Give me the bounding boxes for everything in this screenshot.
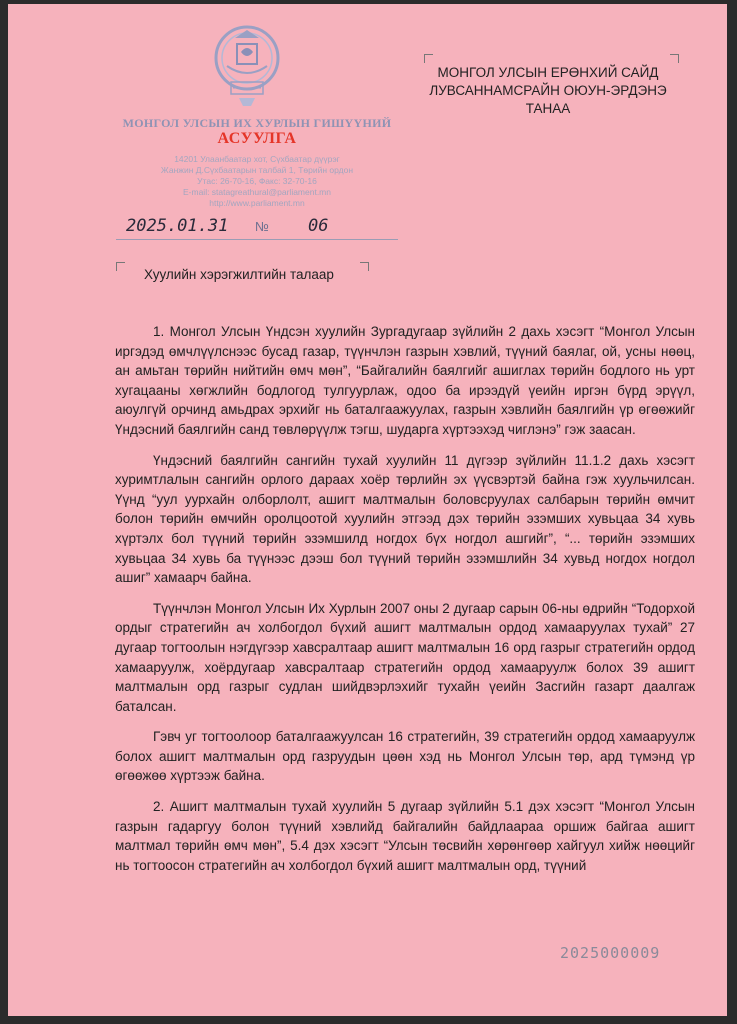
number-sign: № (255, 219, 269, 234)
document-page (8, 4, 727, 1016)
registration-stamp: 2025000009 (560, 944, 661, 962)
organization-name: МОНГОЛ УЛСЫН ИХ ХУРЛЫН ГИШҮҮНИЙ (122, 116, 392, 130)
state-emblem-icon (213, 20, 281, 108)
address-line: 14201 Улаанбаатар хот, Сүхбаатар дүүрэг (174, 154, 340, 164)
addressee-corner-mark (670, 54, 679, 63)
body-paragraph: Гэвч уг тогтоолоор баталгаажуулсан 16 стратегийн, 39 стратегийн ордод хамааруулж болох ашигт малтмалын орд газруудын цөөн хэд нь Монгол Улсын төр, ард түмэнд үр өгөөжөө хүртээж байна. (115, 729, 695, 784)
addressee-corner-mark (424, 54, 433, 63)
body-paragraph: Түүнчлэн Монгол Улсын Их Хурлын 2007 оны 2 дугаар сарын 06-ны өдрийн “Тодорхой ордыг стратегийн ач холбогдол бүхий ашигт малтмалын ордод хамааруулах тухай” 27 дугаар тогтоолын нэгдүгээр хавсралтаар ашигт малтмалын 16 орд газрыг стратегийн ордод хамааруулж, хоёрдугаар хавсралтаар стратегийн ордод хамааруулж болох 39 ашигт малтмалын орд газрыг судлан шийдвэрлэхийг тухайн үеийн Засгийн газарт даалгаж баталсан. (115, 600, 695, 714)
letter-body (115, 322, 695, 886)
subject-line: Хуулийн хэрэгжилтийн талаар (144, 267, 334, 282)
body-paragraph: 2. Ашигт малтмалын тухай хуулийн 5 дугаар зүйлийн 5.1 дэх хэсэгт “Монгол Улсын газрын гадаргуу болон түүний хэвлийд байгалийн байдлаараа оршиж байгаа ашигт малтмал төрийн өмч мөн”, 5.4 дэх хэсэгт “Улсын төсвийн хөрөнгөөр хайгуул хийж нөөцийг нь тогтоосон стратегийн ач холбогдол бүхий ашигт малтмалын орд, түүний (115, 799, 695, 873)
body-paragraph: 1. Монгол Улсын Үндсэн хуулийн Зургадугаар зүйлийн 2 дахь хэсэгт “Монгол Улсын иргэдэд өмчлүүлснээс бусад газар, түүнчлэн газрын хэвлий, түүний баялаг, ой, усны нөөц, ан амьтан төрийн нийтийн өмч мөн”, “Байгалийн баялгийг ашиглах төрийн бодлого нь урт хугацааны хөгжлийн бодлогод тулгуурлаж, одоо ба ирээдүй үеийн иргэн бүрд эрүүл, аюулгүй орчинд амьдрах эрхийг нь баталгаажуулах, газрын хэвлийн баялгийн үр өгөөжийг Үндэсний баялгийн санд төвлөрүүлж тэгш, шударга хүртээхэд чиглэнэ” гэж заасан. (115, 324, 695, 437)
document-date: 2025.01.31 (126, 216, 229, 236)
website-line: http://www.parliament.mn (209, 198, 305, 208)
subject-corner-mark (116, 262, 125, 271)
addressee-line: ТАНАА (525, 101, 571, 116)
addressee-line: МОНГОЛ УЛСЫН ЕРӨНХИЙ САЙД (437, 65, 659, 80)
email-line: E-mail: statagreathural@parliament.mn (183, 187, 331, 197)
document-number: 06 (308, 216, 329, 236)
addressee-block (418, 64, 678, 118)
subject-corner-mark (360, 262, 369, 271)
address-line: Жанжин Д.Сүхбаатарын талбай 1, Төрийн ордон (160, 165, 354, 175)
document-type: АСУУЛГА (217, 130, 297, 147)
addressee-line: ЛУВСАННАМСРАЙН ОЮУН-ЭРДЭНЭ (429, 83, 667, 98)
phone-line: Утас: 26-70-16, Факс: 32-70-16 (197, 176, 317, 186)
body-paragraph: Үндэсний баялгийн сангийн тухай хуулийн 11 дүгээр зүйлийн 11.1.2 дахь хэсэгт хуримтлалын сангийн орлого дараах хоёр төрлийн эх үүсвэртэй байна гэж хуульчилсан. Үүнд “уул уурхайн олборлолт, ашигт малтмалын боловсруулах салбарын төрийн өмчит болон төрийн өмчийн оролцоотой хуулийн этгээд дэх төрийн эзэмших хувьцаа 34 хувь хүртэлх бол түүний төрийн эзэмшилд ногдох бүх ногдол ашгийг”, “... төрийн эзэмших хувьцаа 34 хувь ба түүнээс дээш бол түүний төрийн эзэмшлийн 34 хувьд ногдох ногдол ашиг” хамаарч байна. (115, 452, 695, 586)
